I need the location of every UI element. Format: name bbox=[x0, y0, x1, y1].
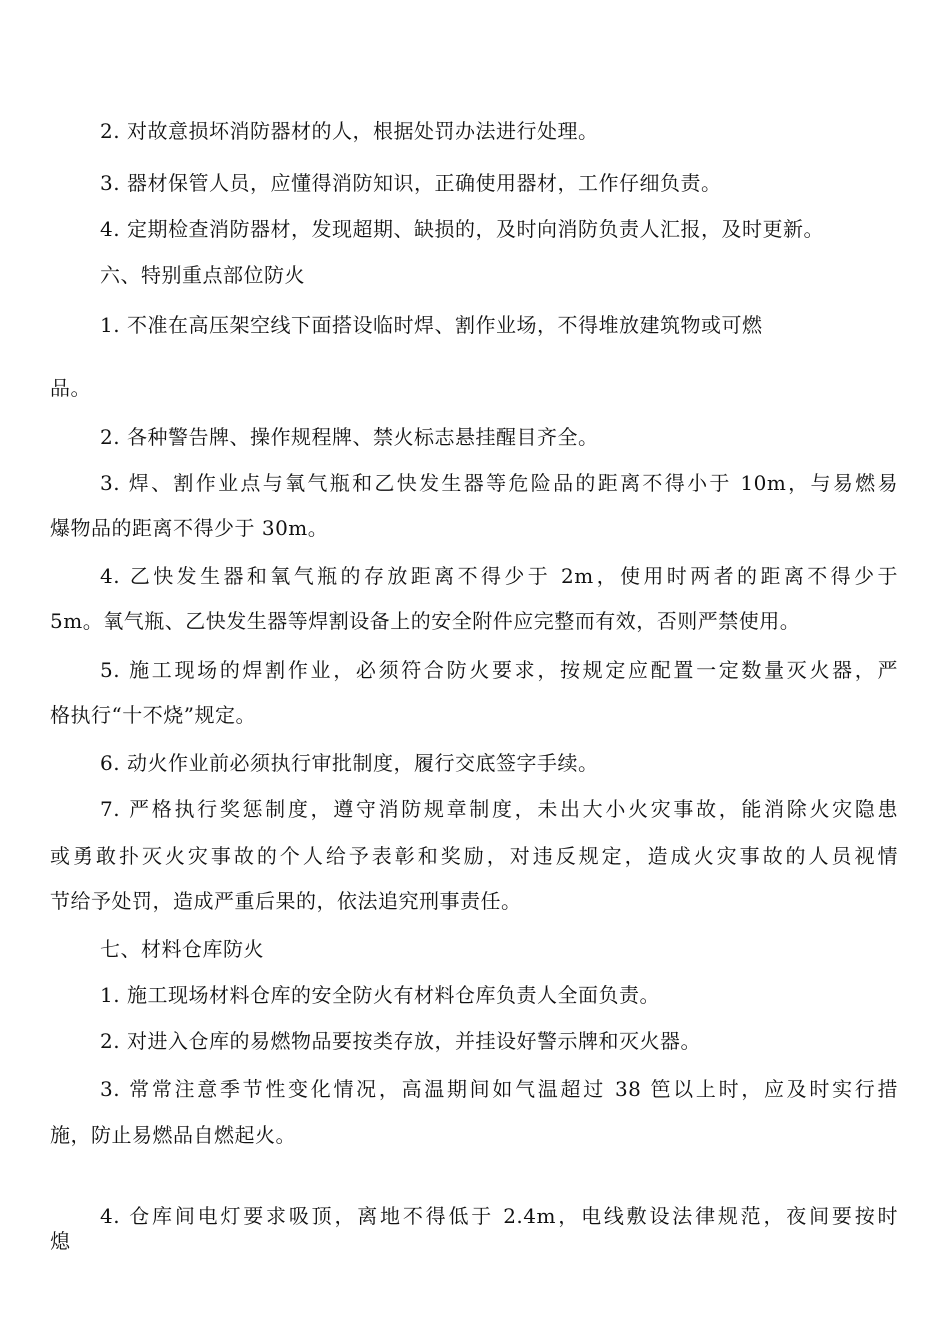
paragraph-line: 或勇敢扑灭火灾事故的个人给予表彰和奖励，对违反规定，造成火灾事故的人员视情 bbox=[50, 844, 898, 868]
paragraph-line: 4. 仓库间电灯要求吸顶，离地不得低于 2.4m，电线敷设法律规范，夜间要按时 bbox=[100, 1204, 898, 1228]
paragraph-line: 4. 乙快发生器和氧气瓶的存放距离不得少于 2m，使用时两者的距离不得少于 bbox=[100, 564, 898, 588]
paragraph-line: 1. 不准在高压架空线下面搭设临时焊、割作业场，不得堆放建筑物或可燃 bbox=[100, 313, 763, 337]
paragraph-line: 4. 定期检查消防器材，发现超期、缺损的，及时向消防负责人汇报，及时更新。 bbox=[100, 217, 824, 241]
paragraph-line: 2. 对进入仓库的易燃物品要按类存放，并挂设好警示牌和灭火器。 bbox=[100, 1029, 701, 1053]
paragraph-line: 7. 严格执行奖惩制度，遵守消防规章制度，未出大小火灾事故，能消除火灾隐患 bbox=[100, 797, 898, 821]
paragraph-line: 3. 器材保管人员，应懂得消防知识，正确使用器材，工作仔细负责。 bbox=[100, 171, 722, 195]
paragraph-line: 熄 bbox=[50, 1229, 71, 1253]
paragraph-line: 1. 施工现场材料仓库的安全防火有材料仓库负责人全面负责。 bbox=[100, 983, 660, 1007]
paragraph-line: 2. 对故意损坏消防器材的人，根据处罚办法进行处理。 bbox=[100, 119, 599, 143]
paragraph-line: 格执行“十不烧”规定。 bbox=[50, 703, 256, 727]
section-heading: 六、特别重点部位防火 bbox=[100, 263, 305, 287]
paragraph-line: 施，防止易燃品自燃起火。 bbox=[50, 1123, 296, 1147]
paragraph-line: 5. 施工现场的焊割作业，必须符合防火要求，按规定应配置一定数量灭火器，严 bbox=[100, 658, 898, 682]
paragraph-line: 品。 bbox=[50, 376, 91, 400]
section-heading: 七、材料仓库防火 bbox=[100, 937, 264, 961]
paragraph-line: 节给予处罚，造成严重后果的，依法追究刑事责任。 bbox=[50, 889, 522, 913]
paragraph-line: 6. 动火作业前必须执行审批制度，履行交底签字手续。 bbox=[100, 751, 599, 775]
paragraph-line: 爆物品的距离不得少于 30m。 bbox=[50, 516, 329, 540]
paragraph-line: 5m。氧气瓶、乙快发生器等焊割设备上的安全附件应完整而有效，否则严禁使用。 bbox=[50, 609, 801, 633]
paragraph-line: 2. 各种警告牌、操作规程牌、禁火标志悬挂醒目齐全。 bbox=[100, 425, 599, 449]
paragraph-line: 3. 焊、割作业点与氧气瓶和乙快发生器等危险品的距离不得小于 10m，与易燃易 bbox=[100, 471, 898, 495]
paragraph-line: 3. 常常注意季节性变化情况，高温期间如气温超过 38 笆以上时，应及时实行措 bbox=[100, 1077, 898, 1101]
